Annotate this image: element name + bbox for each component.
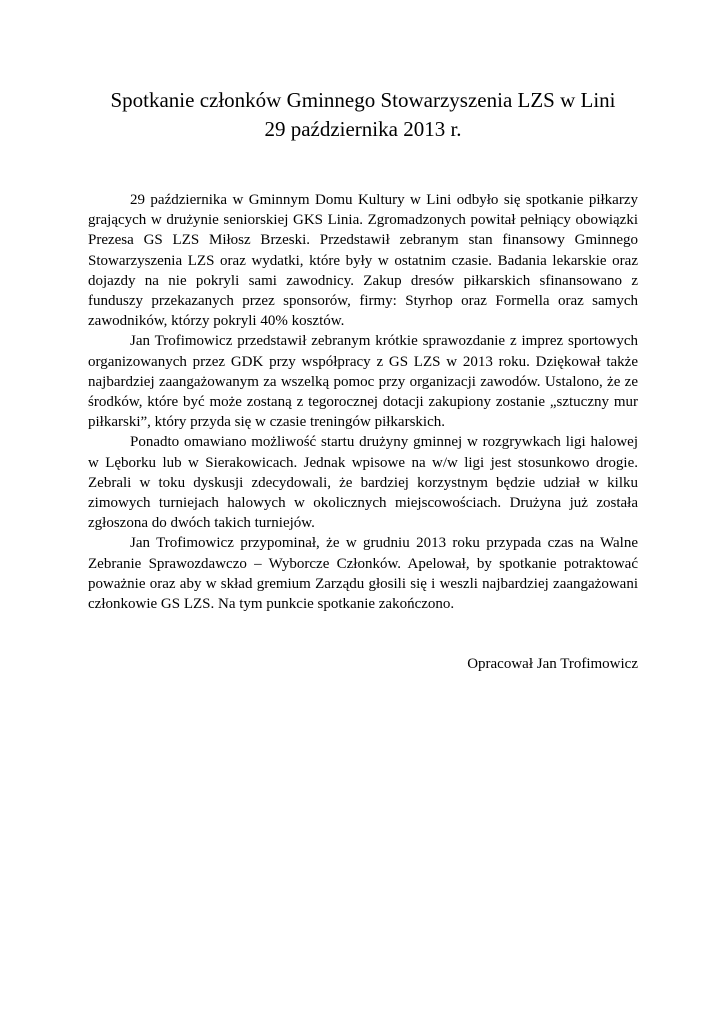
title-line-1: Spotkanie członków Gminnego Stowarzyszenia LZS w Lini	[110, 88, 616, 112]
paragraph-2: Jan Trofimowicz przedstawił zebranym krótkie sprawozdanie z imprez sportowych organizowanych przez GDK przy współpracy z GS LZS w 2013 roku. Dziękował także najbardziej zaangażowanym za wszelką pomoc przy organizacji zawodów. Ustalono, że ze środków, które być może zostaną z tegorocznej dotacji zakupiony zostanie „sztuczny mur piłkarski”, który przyda się w czasie treningów piłkarskich.	[88, 333, 638, 431]
title-line-2: 29 października 2013 r.	[264, 117, 462, 141]
document-page	[88, 86, 638, 674]
author-signature: Opracował Jan Trofimowicz	[467, 656, 638, 673]
document-body	[88, 190, 638, 614]
document-title	[88, 86, 638, 144]
paragraph-3: Ponadto omawiano możliwość startu drużyny gminnej w rozgrywkach ligi halowej w Lęborku lub w Sierakowicach. Jednak wpisowe na w/w ligi jest stosunkowo drogie. Zebrali w toku dyskusji zdecydowali, że bardziej korzystnym będzie udział w kilku zimowych turniejach halowych w okolicznych miejscowościach. Drużyna już została zgłoszona do dwóch takich turniejów.	[88, 434, 638, 532]
paragraph-1: 29 października w Gminnym Domu Kultury w Lini odbyło się spotkanie piłkarzy grających w drużynie seniorskiej GKS Linia. Zgromadzonych powitał pełniący obowiązki Prezesa GS LZS Miłosz Brzeski. Przedstawił zebranym stan finansowy Gminnego Stowarzyszenia LZS oraz wydatki, które były w ostatnim czasie. Badania lekarskie oraz dojazdy na nie pokryli sami zawodnicy. Zakup dresów piłkarskich sfinansowano z funduszy przekazanych przez sponsorów, firmy: Styrhop oraz Formella oraz samych zawodników, którzy pokryli 40% kosztów.	[88, 192, 638, 330]
paragraph-4: Jan Trofimowicz przypominał, że w grudniu 2013 roku przypada czas na Walne Zebranie Sprawozdawczo – Wyborcze Członków. Apelował, by spotkanie potraktować poważnie oraz aby w skład gremium Zarządu głosili się i weszli najbardziej zaangażowani członkowie GS LZS. Na tym punkcie spotkanie zakończono.	[88, 535, 638, 613]
